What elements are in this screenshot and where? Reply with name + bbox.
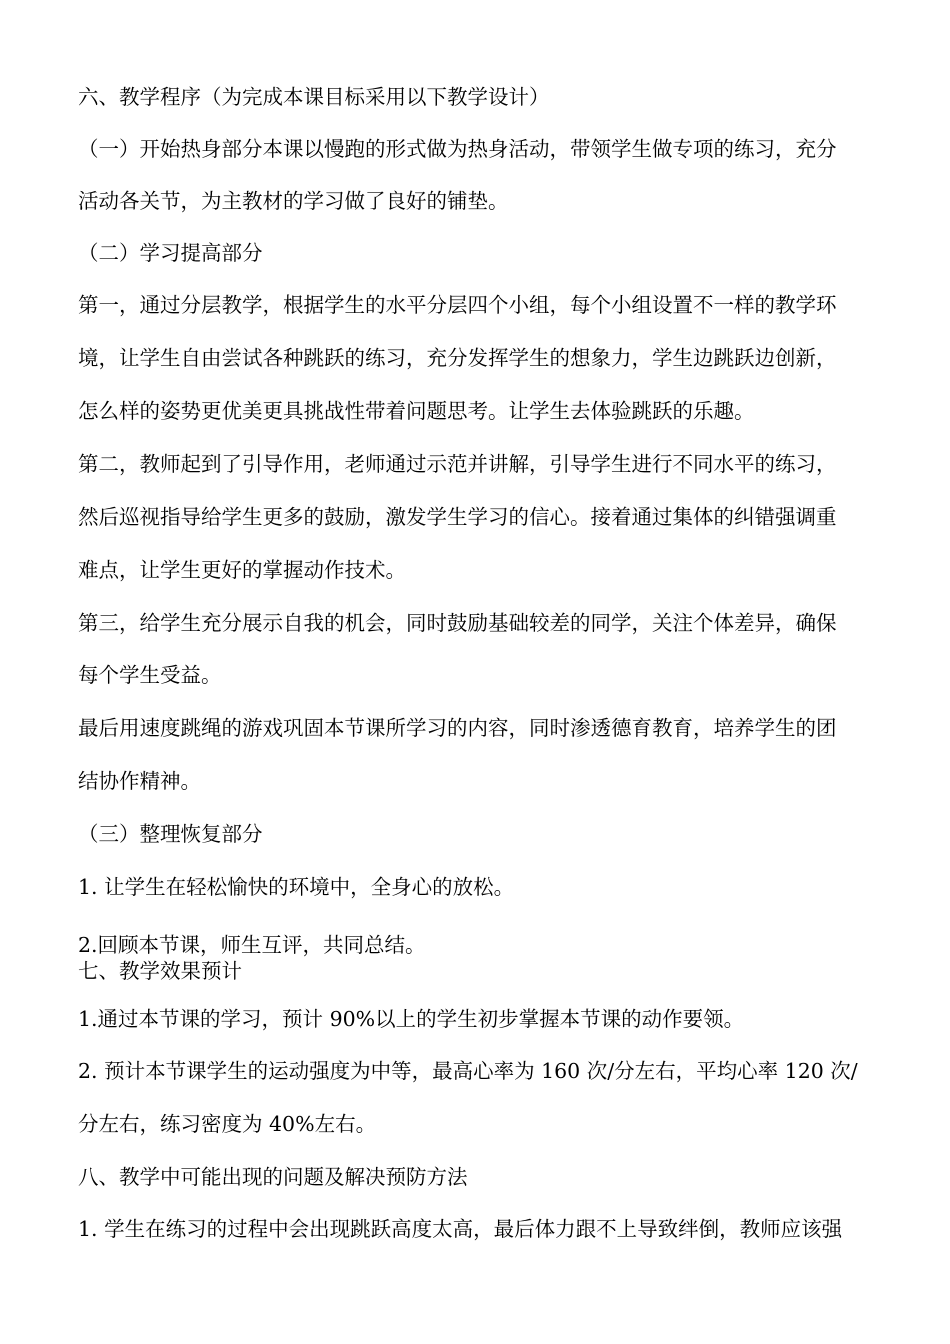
section-heading-7: 七、教学效果预计: [78, 959, 242, 983]
paragraph-line: 难点，让学生更好的掌握动作技术。: [78, 558, 406, 582]
list-item: 1. 学生在练习的过程中会出现跳跃高度太高，最后体力跟不上导致绊倒，教师应该强: [78, 1217, 843, 1241]
list-item: 2.回顾本节课，师生互评，共同总结。: [78, 933, 426, 957]
paragraph-line: 活动各关节，为主教材的学习做了良好的铺垫。: [78, 189, 509, 213]
list-item: 2. 预计本节课学生的运动强度为中等，最高心率为 160 次/分左右，平均心率 120 次/: [78, 1059, 858, 1083]
subsection-heading-2: （二）学习提高部分: [78, 241, 263, 265]
paragraph-line: 怎么样的姿势更优美更具挑战性带着问题思考。让学生去体验跳跃的乐趣。: [78, 399, 755, 423]
paragraph-line: （一）开始热身部分本课以慢跑的形式做为热身活动，带领学生做专项的练习，充分: [78, 137, 837, 161]
paragraph-line: 结协作精神。: [78, 769, 201, 793]
section-heading-6: 六、教学程序（为完成本课目标采用以下教学设计）: [78, 85, 550, 109]
list-item: 1. 让学生在轻松愉快的环境中，全身心的放松。: [78, 875, 515, 899]
paragraph-line: 境，让学生自由尝试各种跳跃的练习，充分发挥学生的想象力，学生边跳跃边创新，: [78, 346, 837, 370]
paragraph-line: 第三，给学生充分展示自我的机会，同时鼓励基础较差的同学，关注个体差异，确保: [78, 611, 837, 635]
section-heading-8: 八、教学中可能出现的问题及解决预防方法: [78, 1165, 468, 1189]
subsection-heading-3: （三）整理恢复部分: [78, 822, 263, 846]
paragraph-line: 每个学生受益。: [78, 663, 222, 687]
paragraph-line: 最后用速度跳绳的游戏巩固本节课所学习的内容，同时渗透德育教育，培养学生的团: [78, 716, 837, 740]
paragraph-line: 分左右，练习密度为 40%左右。: [78, 1112, 377, 1136]
paragraph-line: 第二，教师起到了引导作用，老师通过示范并讲解，引导学生进行不同水平的练习，: [78, 452, 837, 476]
list-item: 1.通过本节课的学习，预计 90%以上的学生初步掌握本节课的动作要领。: [78, 1007, 745, 1031]
paragraph-line: 第一，通过分层教学，根据学生的水平分层四个小组，每个小组设置不一样的教学环: [78, 293, 837, 317]
paragraph-line: 然后巡视指导给学生更多的鼓励，激发学生学习的信心。接着通过集体的纠错强调重: [78, 505, 837, 529]
